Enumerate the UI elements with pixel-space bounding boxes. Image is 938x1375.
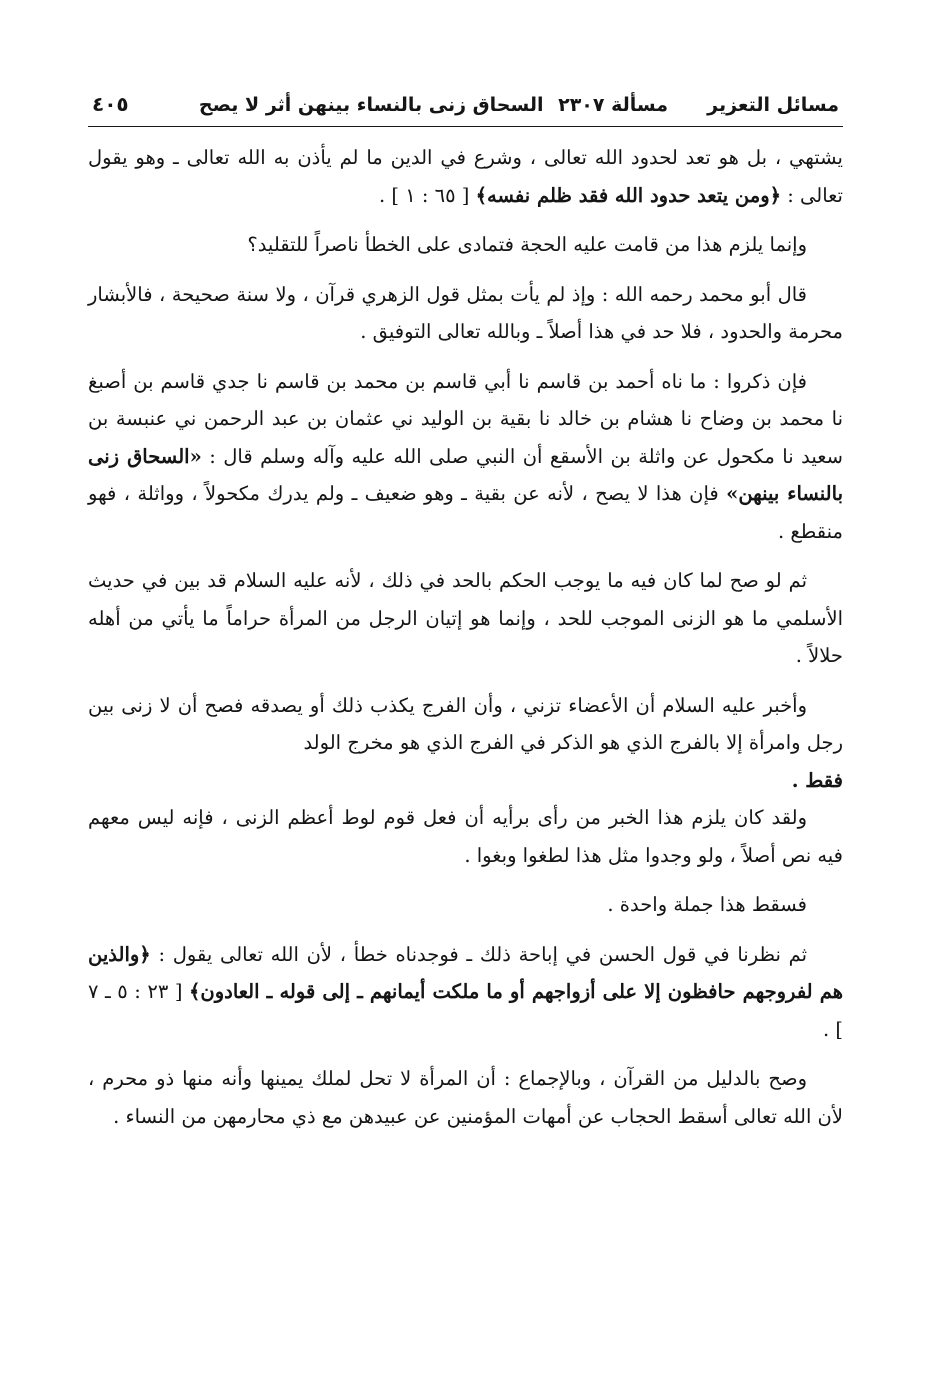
paragraph-9-text: ثم نظرنا في قول الحسن في إباحة ذلك ـ فوجدناه خطأ ، لأن الله تعالى يقول : bbox=[158, 942, 807, 966]
paragraph-4-text-a: فإن ذكروا : ما ناه أحمد بن قاسم نا أبي قاسم بن محمد بن قاسم نا جدي قاسم بن أصبغ نا محمد بن وضاح نا هشام بن خالد نا بقية بن الوليد ني عثمان بن عبد الرحمن ني عنبسة بن سعيد نا مكحول عن واثلة بن الأسقع أن النبي صلى الله عليه وآله وسلم قال : bbox=[88, 369, 843, 468]
paragraph-10-text: وصح بالدليل من القرآن ، وبالإجماع : أن المرأة لا تحل لملك يمينها وأنه منها ذو محرم ، لأن الله تعالى أسقط الحجاب عن أمهات المؤمنين عن عبيدهن مع ذي محارمهن من النساء . bbox=[88, 1067, 843, 1128]
paragraph-6-text: وأخبر عليه السلام أن الأعضاء تزني ، وأن الفرج يكذب ذلك أو يصدقه فصح أن لا زنى بين رجل وامرأة إلا بالفرج الذي هو الذكر في الفرج الذي هو مخرج الولد bbox=[88, 693, 843, 754]
paragraph-2 bbox=[88, 226, 843, 264]
quran-quote: ﴿ومن يتعد حدود الله فقد ظلم نفسه﴾ bbox=[475, 183, 782, 207]
paragraph-2-text: وإنما يلزم هذا من قامت عليه الحجة فتمادى على الخطأ ناصراً للتقليد؟ bbox=[247, 233, 807, 256]
page-body bbox=[88, 139, 843, 1135]
page-number: ٤٠٥ bbox=[92, 92, 129, 116]
paragraph-3 bbox=[88, 276, 843, 351]
running-header bbox=[88, 88, 843, 127]
paragraph-8 bbox=[88, 886, 843, 924]
paragraph-1-text: يشتهي ، بل هو تعد لحدود الله تعالى ، وشرع في الدين ما لم يأذن به الله تعالى ـ وهو يقول تعالى : bbox=[88, 146, 843, 207]
paragraph-5 bbox=[88, 562, 843, 675]
header-issue-label: مسألة ٢٣٠٧ bbox=[558, 94, 668, 116]
book-page bbox=[88, 88, 843, 1328]
paragraph-6-last-word: فقط . bbox=[791, 768, 843, 792]
verse-reference-2: [ ٢٣ : ٥ ـ ٧ ] . bbox=[88, 980, 843, 1041]
paragraph-4 bbox=[88, 363, 843, 551]
paragraph-6 bbox=[88, 687, 843, 800]
paragraph-10 bbox=[88, 1060, 843, 1135]
paragraph-7-text: ولقد كان يلزم هذا الخبر من رأى برأيه أن فعل قوم لوط أعظم الزنى ، فإنه ليس معهم فيه نص أصلاً ، ولو وجدوا مثل هذا لطغوا وبغوا . bbox=[88, 806, 843, 867]
paragraph-3-text: قال أبو محمد رحمه الله : وإذ لم يأت بمثل قول الزهري قرآن ، ولا سنة صحيحة ، فالأبشار محرمة والحدود ، فلا حد في هذا أصلاً ـ وبالله تعالى التوفيق . bbox=[88, 282, 843, 343]
paragraph-5-text: ثم لو صح لما كان فيه ما يوجب الحكم بالحد في ذلك ، لأنه عليه السلام قد بين في حديث الأسلمي ما هو الزنى الموجب للحد ، وإنما هو إتيان الرجل من المرأة حراماً ما يأتي من أهله حلالاً . bbox=[88, 569, 843, 667]
quran-quote-2: ﴿والذين هم لفروجهم حافظون إلا على أزواجهم أو ما ملكت أيمانهم ـ إلى قوله ـ العادون﴾ bbox=[88, 942, 843, 1003]
paragraph-7 bbox=[88, 799, 843, 874]
paragraph-9 bbox=[88, 936, 843, 1049]
header-issue bbox=[199, 94, 668, 116]
paragraph-4-text-b: فإن هذا لا يصح ، لأنه عن بقية ـ وهو ضعيف ـ ولم يدرك مكحولاً ، وواثلة ، فهو منقطع . bbox=[88, 482, 843, 543]
header-section-title: مسائل التعزير bbox=[707, 94, 839, 116]
paragraph-1 bbox=[88, 139, 843, 214]
paragraph-8-text: فسقط هذا جملة واحدة . bbox=[607, 893, 807, 916]
header-issue-title: السحاق زنى بالنساء بينهن أثر لا يصح bbox=[198, 94, 544, 116]
verse-reference: [ ٦٥ : ١ ] . bbox=[379, 183, 470, 207]
hadith-quote: «السحاق زنى بالنساء بينهن» bbox=[88, 444, 843, 505]
